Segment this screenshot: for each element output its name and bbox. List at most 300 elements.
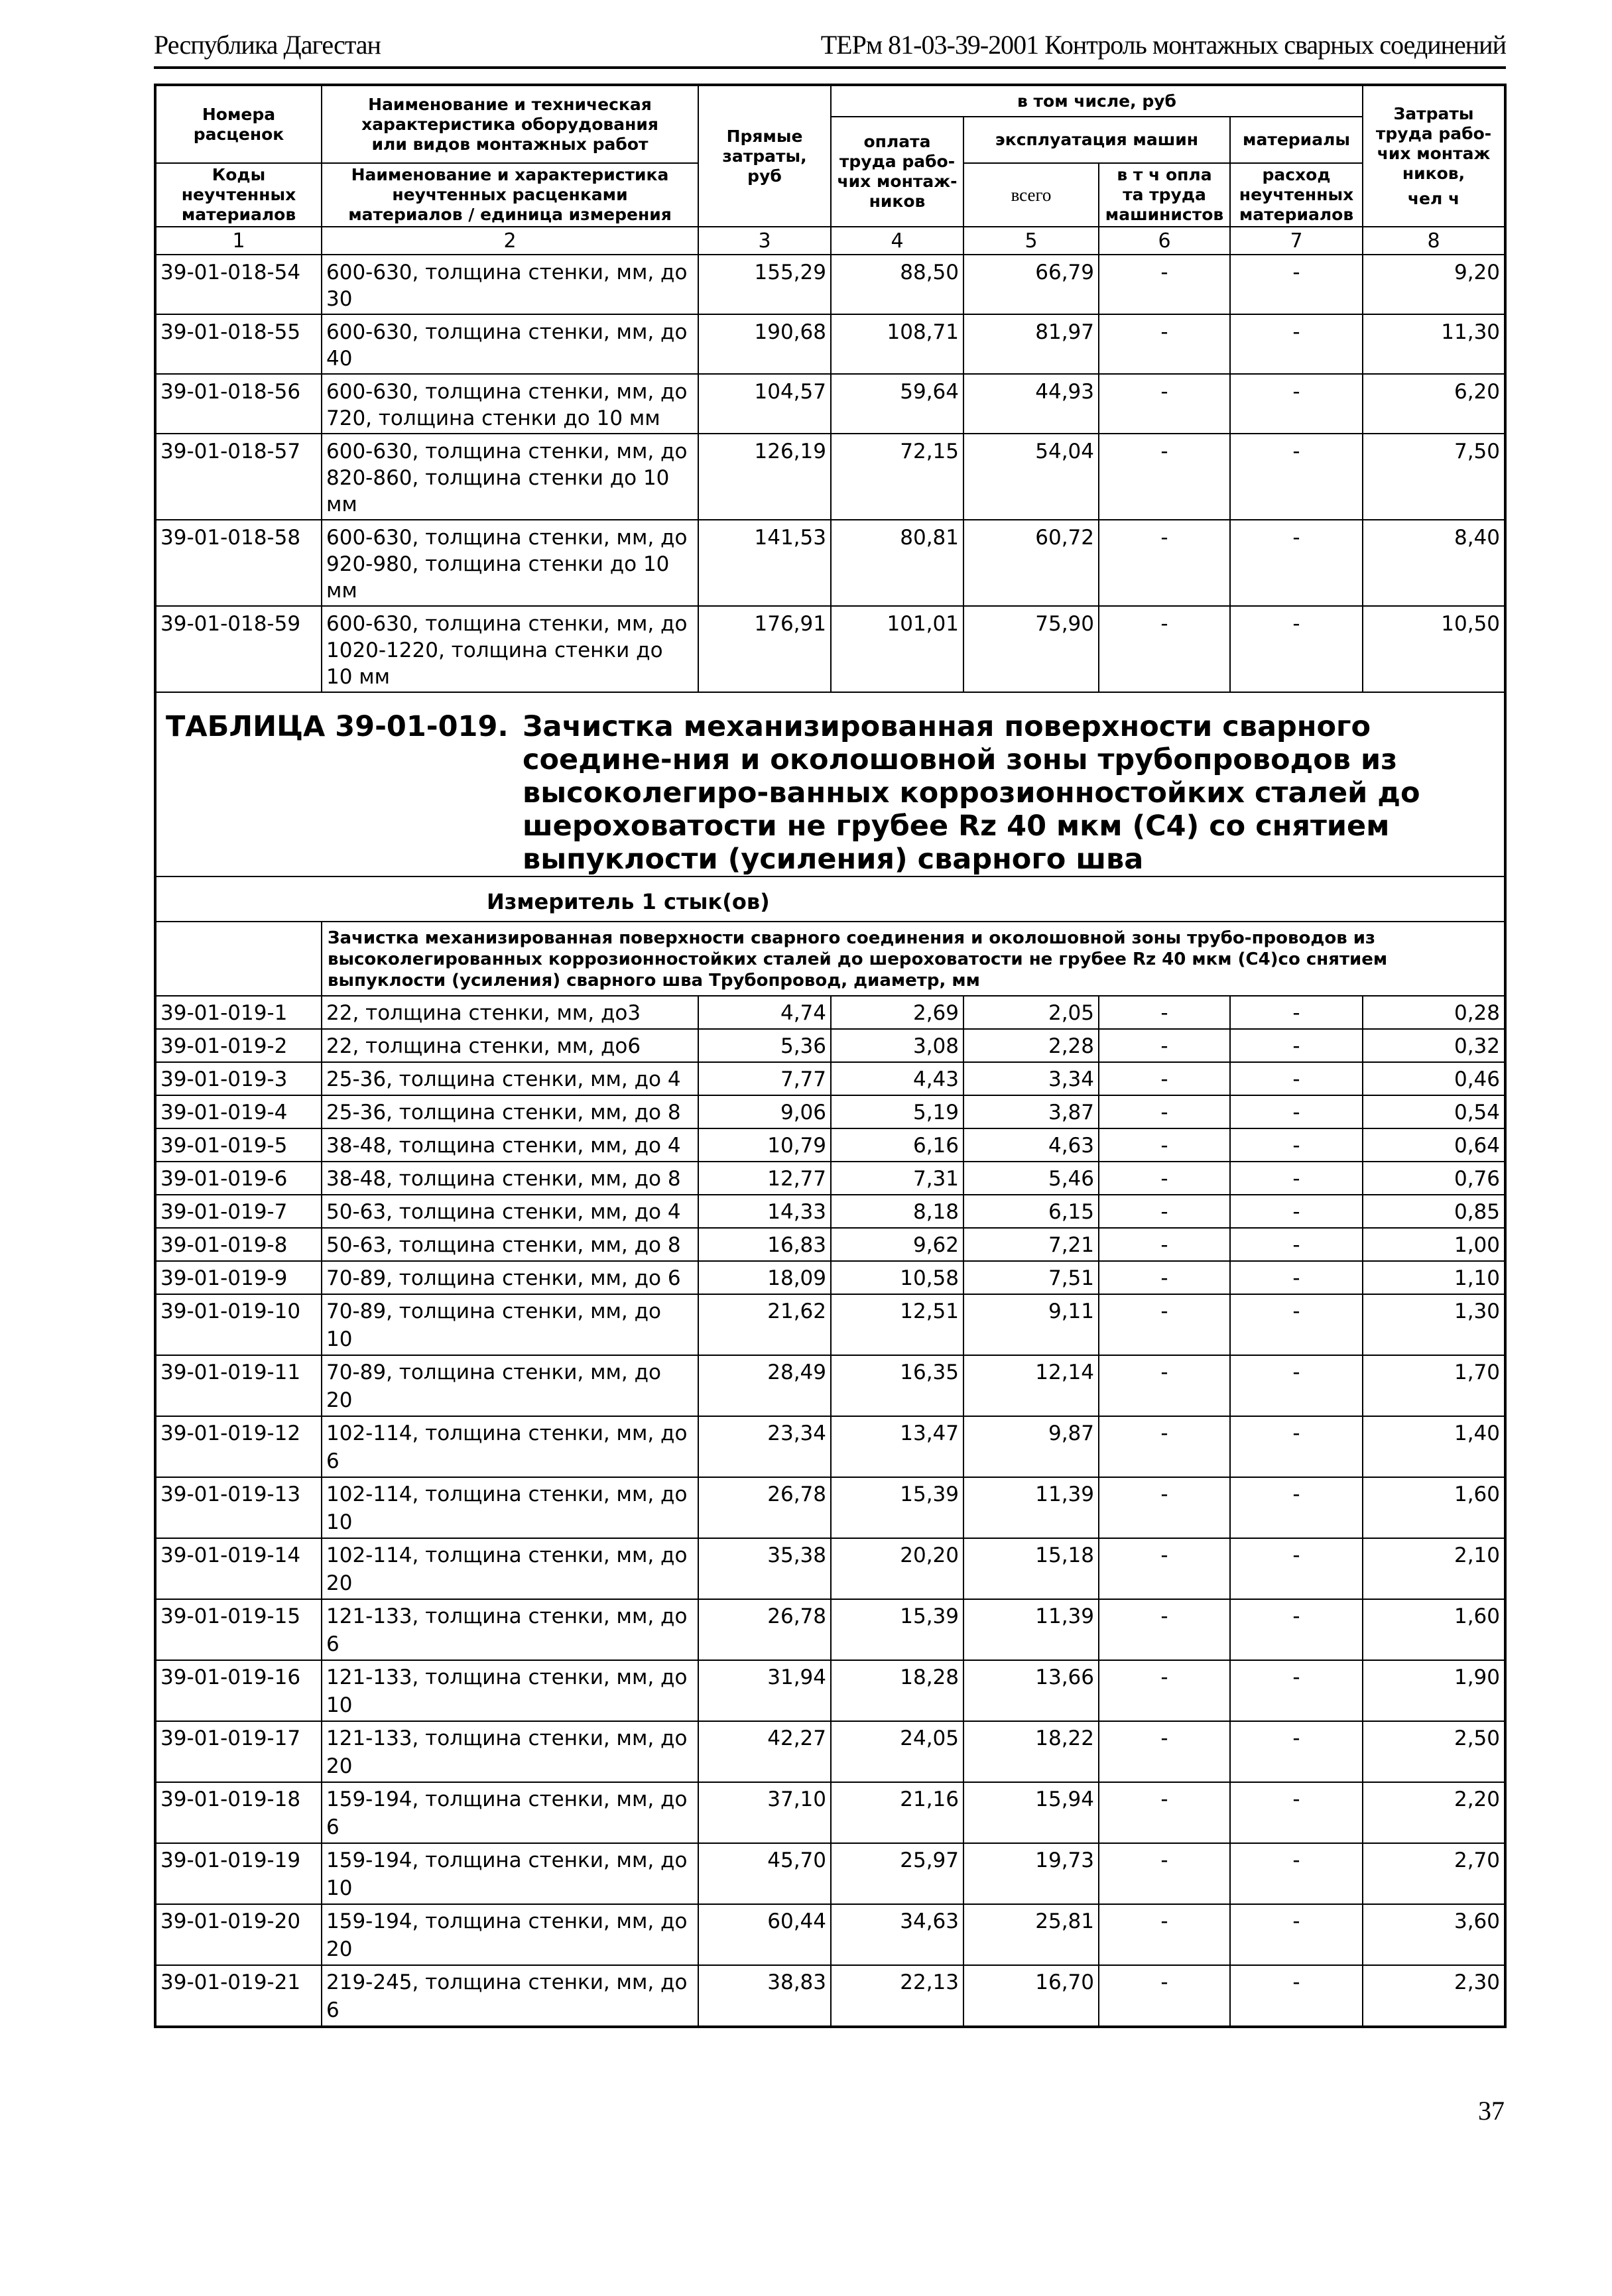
rate-code: 39-01-019-8: [155, 1228, 322, 1261]
work-description: [322, 1538, 698, 1599]
labor-pay: 34,63: [831, 1904, 963, 1965]
direct-costs: 104,57: [698, 374, 831, 434]
labor-pay: 101,01: [831, 606, 963, 692]
table-row: [155, 1029, 1505, 1062]
operator-pay: -: [1099, 1721, 1230, 1782]
machine-costs: 16,70: [963, 1965, 1099, 2027]
description-line: 600-630, толщина стенки, мм, до: [326, 320, 688, 344]
work-description: [322, 520, 698, 606]
labor-hours: 7,50: [1363, 434, 1505, 520]
labor-hours: 0,46: [1363, 1062, 1505, 1095]
table-title-text: Зачистка механизированная поверхности сварного соедине-ния и околошовной зоны трубопроводов из высоколегиро-ванных коррозионностойких сталей до шероховатости не грубее Rz 40 мкм (С4) со снятием выпуклости (усиления) сварного шва: [523, 710, 1420, 876]
machine-costs: 4,63: [963, 1128, 1099, 1162]
machine-costs: 3,34: [963, 1062, 1099, 1095]
table-039-01-019-heading: [155, 692, 1505, 996]
description-line: 159-194, толщина стенки, мм, до: [326, 1787, 688, 1811]
rate-code: 39-01-019-4: [155, 1095, 322, 1128]
col-number-6: 6: [1099, 227, 1230, 255]
description-line: 38-48, толщина стенки, мм, до 4: [326, 1134, 681, 1158]
description-line: 50-63, толщина стенки, мм, до 8: [326, 1233, 681, 1257]
direct-costs: 38,83: [698, 1965, 831, 2027]
labor-hours: 1,30: [1363, 1294, 1505, 1355]
labor-pay: 12,51: [831, 1294, 963, 1355]
direct-costs: 5,36: [698, 1029, 831, 1062]
work-description: [322, 1660, 698, 1721]
machine-costs: 6,15: [963, 1195, 1099, 1228]
description-line: 6: [326, 1632, 340, 1656]
table-row: [155, 1782, 1505, 1843]
machine-costs: 2,05: [963, 996, 1099, 1029]
description-line: 600-630, толщина стенки, мм, до: [326, 261, 688, 284]
table-row: [155, 1128, 1505, 1162]
direct-costs: 141,53: [698, 520, 831, 606]
materials-cost: -: [1230, 996, 1363, 1029]
table-row: [155, 374, 1505, 434]
table-row: [155, 1261, 1505, 1294]
description-line: 600-630, толщина стенки, мм, до: [326, 526, 688, 550]
work-description: [322, 1782, 698, 1843]
rate-code: 39-01-018-55: [155, 314, 322, 374]
description-line: 121-133, толщина стенки, мм, до: [326, 1604, 688, 1628]
labor-pay: 10,58: [831, 1261, 963, 1294]
header-rule: [154, 66, 1506, 69]
direct-costs: 23,34: [698, 1416, 831, 1477]
machine-costs: 18,22: [963, 1721, 1099, 1782]
direct-costs: 28,49: [698, 1355, 831, 1416]
labor-pay: 21,16: [831, 1782, 963, 1843]
operator-pay: -: [1099, 1095, 1230, 1128]
work-description: [322, 434, 698, 520]
description-line: 6: [326, 1815, 340, 1839]
work-description: [322, 1095, 698, 1128]
table-row: [155, 1162, 1505, 1195]
description-line: 10: [326, 1693, 353, 1717]
description-line: 25-36, толщина стенки, мм, до 4: [326, 1067, 681, 1091]
table-row: [155, 1843, 1505, 1904]
work-description: [322, 1128, 698, 1162]
materials-cost: -: [1230, 1843, 1363, 1904]
direct-costs: 37,10: [698, 1782, 831, 1843]
machine-costs: 11,39: [963, 1477, 1099, 1538]
header-right: ТЕРм 81-03-39-2001 Контроль монтажных сварных соединений: [820, 30, 1506, 60]
materials-cost: -: [1230, 606, 1363, 692]
machine-costs: 19,73: [963, 1843, 1099, 1904]
direct-costs: 42,27: [698, 1721, 831, 1782]
work-description: [322, 1029, 698, 1062]
labor-pay: 4,43: [831, 1062, 963, 1095]
rate-code: 39-01-019-14: [155, 1538, 322, 1599]
description-line: 219-245, толщина стенки, мм, до: [326, 1970, 688, 1994]
page-number: 37: [1478, 2096, 1505, 2126]
labor-hours: 1,60: [1363, 1477, 1505, 1538]
materials-cost: -: [1230, 1477, 1363, 1538]
col-number-1: 1: [155, 227, 322, 255]
operator-pay: -: [1099, 1904, 1230, 1965]
labor-hours: 0,85: [1363, 1195, 1505, 1228]
table-row: [155, 255, 1505, 314]
labor-pay: 15,39: [831, 1599, 963, 1660]
operator-pay: -: [1099, 434, 1230, 520]
direct-costs: 45,70: [698, 1843, 831, 1904]
materials-cost: -: [1230, 434, 1363, 520]
description-line: 600-630, толщина стенки, мм, до: [326, 380, 688, 404]
operator-pay: -: [1099, 1416, 1230, 1477]
table-row: [155, 434, 1505, 520]
description-line: 6: [326, 1998, 340, 2022]
materials-cost: -: [1230, 1965, 1363, 2027]
operator-pay: -: [1099, 1599, 1230, 1660]
table-row: [155, 1965, 1505, 2027]
direct-costs: 155,29: [698, 255, 831, 314]
direct-costs: 31,94: [698, 1660, 831, 1721]
work-description: [322, 1355, 698, 1416]
rate-code: 39-01-018-56: [155, 374, 322, 434]
labor-hours: 0,64: [1363, 1128, 1505, 1162]
labor-pay: 5,19: [831, 1095, 963, 1128]
description-line: 70-89, толщина стенки, мм, до: [326, 1360, 661, 1384]
description-line: 38-48, толщина стенки, мм, до 8: [326, 1167, 681, 1191]
labor-hours: 2,20: [1363, 1782, 1505, 1843]
table-label: ТАБЛИЦА 39-01-019.: [166, 710, 509, 743]
description-line: мм: [326, 493, 357, 516]
operator-pay: -: [1099, 1355, 1230, 1416]
machine-costs: 81,97: [963, 314, 1099, 374]
table-row: [155, 1294, 1505, 1355]
materials-cost: -: [1230, 1599, 1363, 1660]
machine-costs: 7,51: [963, 1261, 1099, 1294]
work-description: [322, 1195, 698, 1228]
work-description: [322, 1294, 698, 1355]
rates-table: [154, 84, 1507, 2028]
description-line: 10: [326, 1327, 353, 1351]
table-row: [155, 1538, 1505, 1599]
rate-code: 39-01-019-7: [155, 1195, 322, 1228]
labor-pay: 25,97: [831, 1843, 963, 1904]
machine-costs: 60,72: [963, 520, 1099, 606]
description-line: 20: [326, 1754, 353, 1778]
direct-costs: 10,79: [698, 1128, 831, 1162]
machine-costs: 75,90: [963, 606, 1099, 692]
col-number-7: 7: [1230, 227, 1363, 255]
operator-pay: -: [1099, 374, 1230, 434]
machine-costs: 7,21: [963, 1228, 1099, 1261]
description-line: 10: [326, 1876, 353, 1900]
labor-pay: 8,18: [831, 1195, 963, 1228]
table-row: [155, 1904, 1505, 1965]
labor-hours: 2,10: [1363, 1538, 1505, 1599]
direct-costs: 18,09: [698, 1261, 831, 1294]
description-line: 121-133, толщина стенки, мм, до: [326, 1726, 688, 1750]
labor-pay: 6,16: [831, 1128, 963, 1162]
materials-cost: -: [1230, 1195, 1363, 1228]
rate-code: 39-01-019-11: [155, 1355, 322, 1416]
table-rows-019: [155, 996, 1505, 2027]
labor-pay: 59,64: [831, 374, 963, 434]
operator-pay: -: [1099, 255, 1230, 314]
description-line: 820-860, толщина стенки до 10: [326, 466, 670, 490]
rate-code: 39-01-019-10: [155, 1294, 322, 1355]
materials-cost: -: [1230, 255, 1363, 314]
labor-hours: 1,10: [1363, 1261, 1505, 1294]
rate-code: 39-01-018-58: [155, 520, 322, 606]
materials-cost: -: [1230, 1355, 1363, 1416]
labor-hours: 2,50: [1363, 1721, 1505, 1782]
header-labor-hours: Затраты труда рабо- чих монтаж ников, чел ч: [1363, 85, 1505, 227]
machine-costs: 2,28: [963, 1029, 1099, 1062]
work-description: [322, 314, 698, 374]
description-line: 600-630, толщина стенки, мм, до: [326, 440, 688, 463]
materials-cost: -: [1230, 1095, 1363, 1128]
materials-cost: -: [1230, 1228, 1363, 1261]
labor-hours: 0,76: [1363, 1162, 1505, 1195]
description-line: 720, толщина стенки до 10 мм: [326, 406, 660, 430]
machine-costs: 44,93: [963, 374, 1099, 434]
rate-code: 39-01-019-9: [155, 1261, 322, 1294]
operator-pay: -: [1099, 1029, 1230, 1062]
labor-pay: 7,31: [831, 1162, 963, 1195]
materials-cost: -: [1230, 1062, 1363, 1095]
measure-unit: Измеритель 1 стык(ов): [155, 876, 1505, 922]
operator-pay: -: [1099, 1162, 1230, 1195]
description-line: 102-114, толщина стенки, мм, до: [326, 1421, 688, 1445]
description-line: 159-194, толщина стенки, мм, до: [326, 1909, 688, 1933]
labor-pay: 16,35: [831, 1355, 963, 1416]
labor-hours: 0,28: [1363, 996, 1505, 1029]
materials-cost: -: [1230, 1721, 1363, 1782]
description-line: 121-133, толщина стенки, мм, до: [326, 1665, 688, 1689]
labor-hours: 10,50: [1363, 606, 1505, 692]
work-description: [322, 374, 698, 434]
machine-costs: 11,39: [963, 1599, 1099, 1660]
labor-pay: 72,15: [831, 434, 963, 520]
table-header: [155, 85, 1505, 255]
header-labor-pay: оплата труда рабо- чих монтаж- ников: [831, 117, 963, 227]
labor-hours: 2,30: [1363, 1965, 1505, 2027]
labor-hours: 0,32: [1363, 1029, 1505, 1062]
direct-costs: 14,33: [698, 1195, 831, 1228]
table-row: [155, 1477, 1505, 1538]
labor-pay: 88,50: [831, 255, 963, 314]
operator-pay: -: [1099, 1228, 1230, 1261]
rate-code: 39-01-019-13: [155, 1477, 322, 1538]
rate-code: 39-01-018-57: [155, 434, 322, 520]
labor-hours: 0,54: [1363, 1095, 1505, 1128]
machine-costs: 12,14: [963, 1355, 1099, 1416]
operator-pay: -: [1099, 520, 1230, 606]
rate-code: 39-01-019-18: [155, 1782, 322, 1843]
direct-costs: 21,62: [698, 1294, 831, 1355]
materials-cost: -: [1230, 1029, 1363, 1062]
description-line: 10: [326, 1510, 353, 1534]
description-line: 600-630, толщина стенки, мм, до: [326, 612, 688, 636]
table-row: [155, 314, 1505, 374]
operator-pay: -: [1099, 1294, 1230, 1355]
header-materials: материалы: [1230, 117, 1363, 163]
header-machines: эксплуатация машин: [963, 117, 1230, 163]
rate-code: 39-01-018-59: [155, 606, 322, 692]
rate-code: 39-01-019-20: [155, 1904, 322, 1965]
materials-cost: -: [1230, 1128, 1363, 1162]
labor-hours: 9,20: [1363, 255, 1505, 314]
direct-costs: 12,77: [698, 1162, 831, 1195]
table-rows-018: [155, 255, 1505, 692]
col-number-4: 4: [831, 227, 963, 255]
direct-costs: 60,44: [698, 1904, 831, 1965]
work-description: [322, 1721, 698, 1782]
operator-pay: -: [1099, 1062, 1230, 1095]
operator-pay: -: [1099, 1195, 1230, 1228]
rate-code: 39-01-019-6: [155, 1162, 322, 1195]
machine-costs: 54,04: [963, 434, 1099, 520]
machine-costs: 9,11: [963, 1294, 1099, 1355]
labor-pay: 20,20: [831, 1538, 963, 1599]
direct-costs: 4,74: [698, 996, 831, 1029]
work-description: [322, 1062, 698, 1095]
header-left: Республика Дагестан: [154, 30, 381, 60]
machine-costs: 15,94: [963, 1782, 1099, 1843]
labor-hours: 2,70: [1363, 1843, 1505, 1904]
work-description: [322, 1477, 698, 1538]
rate-code: 39-01-019-3: [155, 1062, 322, 1095]
operator-pay: -: [1099, 996, 1230, 1029]
rate-code: 39-01-019-21: [155, 1965, 322, 2027]
labor-pay: 18,28: [831, 1660, 963, 1721]
direct-costs: 126,19: [698, 434, 831, 520]
description-line: 920-980, толщина стенки до 10: [326, 552, 670, 576]
col-number-2: 2: [322, 227, 698, 255]
materials-cost: -: [1230, 1782, 1363, 1843]
rate-code: 39-01-019-2: [155, 1029, 322, 1062]
rate-code: 39-01-019-16: [155, 1660, 322, 1721]
labor-hours: 3,60: [1363, 1904, 1505, 1965]
direct-costs: 7,77: [698, 1062, 831, 1095]
work-description: [322, 1261, 698, 1294]
work-description: [322, 1599, 698, 1660]
description-line: мм: [326, 579, 357, 603]
direct-costs: 16,83: [698, 1228, 831, 1261]
header-col2-top: Наименование и техническая характеристика оборудования или видов монтажных работ: [322, 85, 698, 163]
labor-hours: 8,40: [1363, 520, 1505, 606]
work-description: [322, 996, 698, 1029]
description-line: 40: [326, 347, 353, 371]
description-line: 20: [326, 1937, 353, 1961]
work-description: [322, 1228, 698, 1261]
machine-costs: 3,87: [963, 1095, 1099, 1128]
labor-hours: 6,20: [1363, 374, 1505, 434]
direct-costs: 26,78: [698, 1599, 831, 1660]
description-line: 30: [326, 287, 353, 311]
description-line: 22, толщина стенки, мм, до3: [326, 1001, 641, 1025]
description-line: 102-114, толщина стенки, мм, до: [326, 1482, 688, 1506]
col-number-5: 5: [963, 227, 1099, 255]
header-col2-bottom: Наименование и характеристика неучтенных расценками материалов / единица измерения: [322, 163, 698, 227]
header-col1-top: Номера расценок: [155, 85, 322, 163]
header-operators: в т ч опла та труда машинистов: [1099, 163, 1230, 227]
description-line: 25-36, толщина стенки, мм, до 8: [326, 1101, 681, 1124]
table-row: [155, 1355, 1505, 1416]
machine-costs: 5,46: [963, 1162, 1099, 1195]
operator-pay: -: [1099, 1128, 1230, 1162]
materials-cost: -: [1230, 314, 1363, 374]
col-number-8: 8: [1363, 227, 1505, 255]
table-row: [155, 520, 1505, 606]
description-line: 1020-1220, толщина стенки до: [326, 638, 663, 662]
table-row: [155, 1062, 1505, 1095]
labor-pay: 80,81: [831, 520, 963, 606]
description-line: 10 мм: [326, 665, 391, 689]
direct-costs: 9,06: [698, 1095, 831, 1128]
labor-pay: 3,08: [831, 1029, 963, 1062]
materials-cost: -: [1230, 1294, 1363, 1355]
description-line: 70-89, толщина стенки, мм, до 6: [326, 1266, 681, 1290]
materials-cost: -: [1230, 1162, 1363, 1195]
description-line: 22, толщина стенки, мм, до6: [326, 1034, 641, 1058]
direct-costs: 176,91: [698, 606, 831, 692]
labor-hours: 1,70: [1363, 1355, 1505, 1416]
operator-pay: -: [1099, 1538, 1230, 1599]
description-line: 20: [326, 1388, 353, 1412]
machine-costs: 15,18: [963, 1538, 1099, 1599]
operator-pay: -: [1099, 606, 1230, 692]
operator-pay: -: [1099, 1660, 1230, 1721]
rate-code: 39-01-019-1: [155, 996, 322, 1029]
labor-pay: 2,69: [831, 996, 963, 1029]
operator-pay: -: [1099, 1843, 1230, 1904]
labor-hours: 11,30: [1363, 314, 1505, 374]
table-row: [155, 1095, 1505, 1128]
operator-pay: -: [1099, 314, 1230, 374]
materials-cost: -: [1230, 1261, 1363, 1294]
description-line: 50-63, толщина стенки, мм, до 4: [326, 1200, 681, 1224]
labor-pay: 13,47: [831, 1416, 963, 1477]
description-line: 20: [326, 1571, 353, 1595]
rate-code: 39-01-019-5: [155, 1128, 322, 1162]
work-description: [322, 1965, 698, 2027]
labor-hours: 1,40: [1363, 1416, 1505, 1477]
table-row: [155, 1599, 1505, 1660]
table-row: [155, 1195, 1505, 1228]
operator-pay: -: [1099, 1477, 1230, 1538]
machine-costs: 66,79: [963, 255, 1099, 314]
work-description: [322, 1843, 698, 1904]
rate-code: 39-01-019-12: [155, 1416, 322, 1477]
operator-pay: -: [1099, 1965, 1230, 2027]
table-row: [155, 1228, 1505, 1261]
header-machines-total: всего: [963, 163, 1099, 227]
col-number-3: 3: [698, 227, 831, 255]
work-description: [322, 1416, 698, 1477]
table-title: [155, 692, 1505, 876]
header-col1-bottom: Коды неучтенных материалов: [155, 163, 322, 227]
labor-pay: 15,39: [831, 1477, 963, 1538]
materials-cost: -: [1230, 1660, 1363, 1721]
labor-pay: 108,71: [831, 314, 963, 374]
work-description: [322, 1904, 698, 1965]
work-description: [322, 606, 698, 692]
header-direct-costs: Прямые затраты, руб: [698, 85, 831, 227]
intro-code-cell: [155, 922, 322, 996]
operator-pay: -: [1099, 1261, 1230, 1294]
work-description: [322, 255, 698, 314]
table-row: [155, 1660, 1505, 1721]
rate-code: 39-01-019-15: [155, 1599, 322, 1660]
materials-cost: -: [1230, 1538, 1363, 1599]
description-line: 102-114, толщина стенки, мм, до: [326, 1543, 688, 1567]
rate-code: 39-01-018-54: [155, 255, 322, 314]
labor-hours: 1,90: [1363, 1660, 1505, 1721]
description-line: 70-89, толщина стенки, мм, до: [326, 1299, 661, 1323]
rate-code: 39-01-019-17: [155, 1721, 322, 1782]
